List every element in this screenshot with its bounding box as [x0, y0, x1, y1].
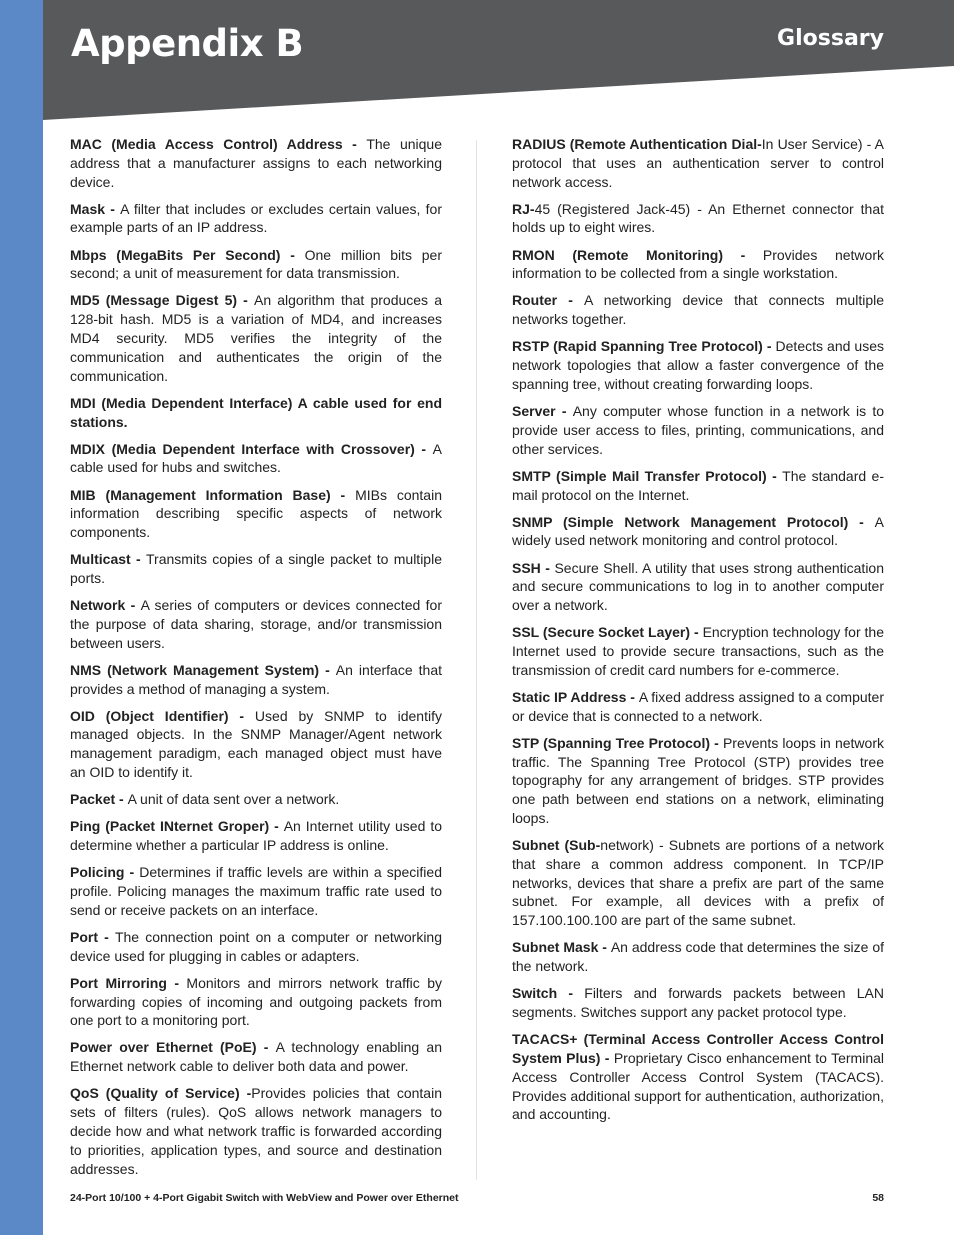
glossary-entry	[70, 486, 442, 542]
glossary-entry	[70, 291, 442, 385]
glossary-entry	[70, 550, 442, 588]
glossary-term: Port Mirroring -	[70, 974, 187, 991]
glossary-term: Policing -	[70, 864, 140, 881]
glossary-term: Power over Ethernet (PoE) -	[70, 1039, 276, 1056]
glossary-definition: Prevents loops in network traffic. The Spanning Tree Protocol (STP) provides tree topography for any arrangement of bridges. STP provides one path between end stations on a network, eliminating loops.	[512, 734, 884, 826]
column-divider	[476, 140, 477, 1180]
glossary-entry	[70, 707, 442, 782]
glossary-definition: An Internet utility used to determine whether a particular IP address is online.	[70, 818, 442, 854]
glossary-term: RJ-	[512, 200, 535, 217]
glossary-term: RMON (Remote Monitoring) -	[512, 246, 763, 263]
glossary-definition: An address code that determines the size of the network.	[512, 939, 884, 975]
glossary-entry	[70, 394, 442, 432]
glossary-right-column	[512, 135, 884, 1132]
glossary-entry	[70, 440, 442, 478]
glossary-term: SSL (Secure Socket Layer) -	[512, 624, 703, 641]
glossary-term: Static IP Address -	[512, 688, 639, 705]
glossary-entry	[70, 1084, 442, 1178]
glossary-term: Switch -	[512, 985, 585, 1002]
glossary-definition: The connection point on a computer or networking device used for plugging in cables or adapters.	[70, 928, 442, 964]
glossary-term: MDI (Media Dependent Interface) A cable used for end stations.	[70, 394, 442, 430]
glossary-definition: Determines if traffic levels are within a specified profile. Policing manages the maximum traffic rate used to send or receive packets on an interface.	[70, 864, 442, 918]
glossary-term: MIB (Management Information Base) -	[70, 486, 356, 503]
glossary-definition: A fixed address assigned to a computer or device that is connected to a network.	[512, 688, 884, 724]
glossary-entry	[512, 623, 884, 679]
glossary-definition: Used by SNMP to identify managed objects. In the SNMP Manager/Agent network management paradigm, each managed object must have an OID to identify it.	[70, 707, 442, 781]
glossary-entry	[70, 928, 442, 966]
glossary-entry	[70, 135, 442, 191]
glossary-entry	[70, 1038, 442, 1076]
glossary-entry	[512, 734, 884, 828]
glossary-entry	[70, 817, 442, 855]
glossary-definition: Filters and forwards packets between LAN segments. Switches support any packet protocol type.	[512, 985, 885, 1021]
glossary-entry	[70, 661, 442, 699]
glossary-entry	[70, 200, 442, 238]
glossary-definition: Detects and uses network topologies that allow a faster convergence of the spanning tree, without creating forwarding loops.	[512, 338, 884, 392]
glossary-term: Server -	[512, 403, 573, 420]
glossary-term: SNMP (Simple Network Management Protocol) -	[512, 513, 875, 530]
glossary-entry	[512, 467, 884, 505]
glossary-definition: An interface that provides a method of managing a system.	[70, 661, 442, 697]
glossary-term: RSTP (Rapid Spanning Tree Protocol) -	[512, 338, 776, 355]
glossary-entry	[512, 836, 884, 930]
glossary-term: Packet -	[70, 791, 128, 808]
glossary-definition: One million bits per second; a unit of measurement for data transmission.	[70, 246, 443, 282]
glossary-term: Mbps (MegaBits Per Second) -	[70, 246, 305, 263]
glossary-entry	[70, 596, 442, 652]
glossary-entry	[512, 135, 884, 191]
glossary-term: Router -	[512, 292, 585, 309]
glossary-term: STP (Spanning Tree Protocol) -	[512, 734, 723, 751]
glossary-entry	[70, 974, 442, 1030]
footer-product-name: 24-Port 10/100 + 4-Port Gigabit Switch with WebView and Power over Ethernet	[70, 1192, 459, 1204]
glossary-entry	[512, 513, 884, 551]
glossary-term: Ping (Packet INternet Groper) -	[70, 818, 284, 835]
glossary-definition: The unique address that a manufacturer assigns to each networking device.	[70, 136, 442, 190]
glossary-term: MDIX (Media Dependent Interface with Crossover) -	[70, 440, 433, 457]
glossary-term: SMTP (Simple Mail Transfer Protocol) -	[512, 467, 783, 484]
glossary-definition: In User Service) - A protocol that uses an authentication server to control network access.	[512, 136, 885, 190]
glossary-term: RADIUS (Remote Authentication Dial-	[512, 136, 762, 152]
glossary-entry	[70, 246, 442, 284]
glossary-entry	[512, 559, 884, 615]
glossary-term: Mask -	[70, 200, 121, 217]
glossary-entry	[512, 984, 884, 1022]
glossary-term: Subnet Mask -	[512, 939, 611, 956]
glossary-definition: A cable used for hubs and switches.	[70, 440, 442, 476]
glossary-entry	[512, 246, 884, 284]
glossary-definition: Any computer whose function in a network is to provide user access to files, printing, communications, and other services.	[512, 403, 884, 457]
glossary-term: Network -	[70, 597, 141, 614]
glossary-term: OID (Object Identifier) -	[70, 707, 255, 724]
side-accent-bar	[0, 0, 43, 1235]
glossary-definition: 45 (Registered Jack-45) - An Ethernet connector that holds up to eight wires.	[512, 200, 884, 236]
glossary-definition: An algorithm that produces a 128-bit hash. MD5 is a variation of MD4, and increases MD4 security. MD5 verifies the integrity of the communication and authenticates the origin of the communication.	[70, 292, 442, 384]
glossary-definition: network) - Subnets are portions of a network that share a common address component. In TCP/IP networks, devices that share a prefix are part of the same subnet. For example, all devices with a prefix of 157.100.100.100 are part of the same subnet.	[512, 837, 884, 929]
glossary-entry	[512, 200, 884, 238]
page-title: Appendix B	[71, 22, 304, 65]
glossary-entry	[70, 790, 442, 809]
glossary-entry	[512, 938, 884, 976]
glossary-definition: A networking device that connects multiple networks together.	[512, 292, 885, 328]
glossary-left-column	[70, 135, 442, 1187]
glossary-definition: Proprietary Cisco enhancement to Terminal Access Controller Access Control System (TACACS). Provides additional support for authentication, authorization, and accounting.	[512, 1049, 885, 1123]
glossary-term: Subnet (Sub-	[512, 837, 601, 854]
glossary-entry	[70, 863, 442, 919]
glossary-term: QoS (Quality of Service) -	[70, 1085, 252, 1102]
glossary-definition: Transmits copies of a single packet to multiple ports.	[70, 551, 442, 587]
glossary-definition: Encryption technology for the Internet used to provide secure transactions, such as the transmission of credit card numbers for e-commerce.	[512, 624, 884, 678]
glossary-definition: A widely used network monitoring and control protocol.	[512, 513, 884, 549]
glossary-definition: MIBs contain information describing specific aspects of network components.	[70, 486, 442, 541]
glossary-term: Multicast -	[70, 551, 147, 568]
glossary-term: TACACS+ (Terminal Access Controller Access Control System Plus) -	[512, 1031, 884, 1066]
glossary-entry	[512, 402, 884, 458]
glossary-term: Port -	[70, 928, 115, 945]
section-title: Glossary	[777, 26, 884, 51]
footer-page-number: 58	[872, 1192, 884, 1204]
glossary-definition: The standard e-mail protocol on the Internet.	[512, 467, 884, 503]
glossary-definition: Monitors and mirrors network traffic by forwarding copies of incoming and outgoing packets from one port to a monitoring port.	[70, 974, 442, 1029]
glossary-definition: Provides policies that contain sets of filters (rules). QoS allows network managers to decide how and what network traffic is forwarded according to priorities, application types, and source and destination addresses.	[70, 1085, 442, 1177]
glossary-term: SSH -	[512, 559, 555, 576]
glossary-definition: A technology enabling an Ethernet network cable to deliver both data and power.	[70, 1039, 442, 1075]
glossary-definition: A series of computers or devices connected for the purpose of data sharing, storage, and/or transmission between users.	[70, 597, 442, 651]
glossary-term: NMS (Network Management System) -	[70, 661, 336, 678]
glossary-term: MD5 (Message Digest 5) -	[70, 292, 254, 309]
glossary-definition: Secure Shell. A utility that uses strong authentication and secure communications to log in to another computer over a network.	[512, 559, 885, 614]
glossary-definition: Provides network information to be collected from a single workstation.	[512, 246, 884, 282]
glossary-entry	[512, 337, 884, 393]
glossary-term: MAC (Media Access Control) Address -	[70, 136, 367, 152]
glossary-entry	[512, 1030, 884, 1124]
glossary-entry	[512, 688, 884, 726]
glossary-definition: A unit of data sent over a network.	[127, 791, 340, 808]
glossary-entry	[512, 291, 884, 329]
glossary-definition: A filter that includes or excludes certain values, for example parts of an IP address.	[70, 200, 442, 236]
